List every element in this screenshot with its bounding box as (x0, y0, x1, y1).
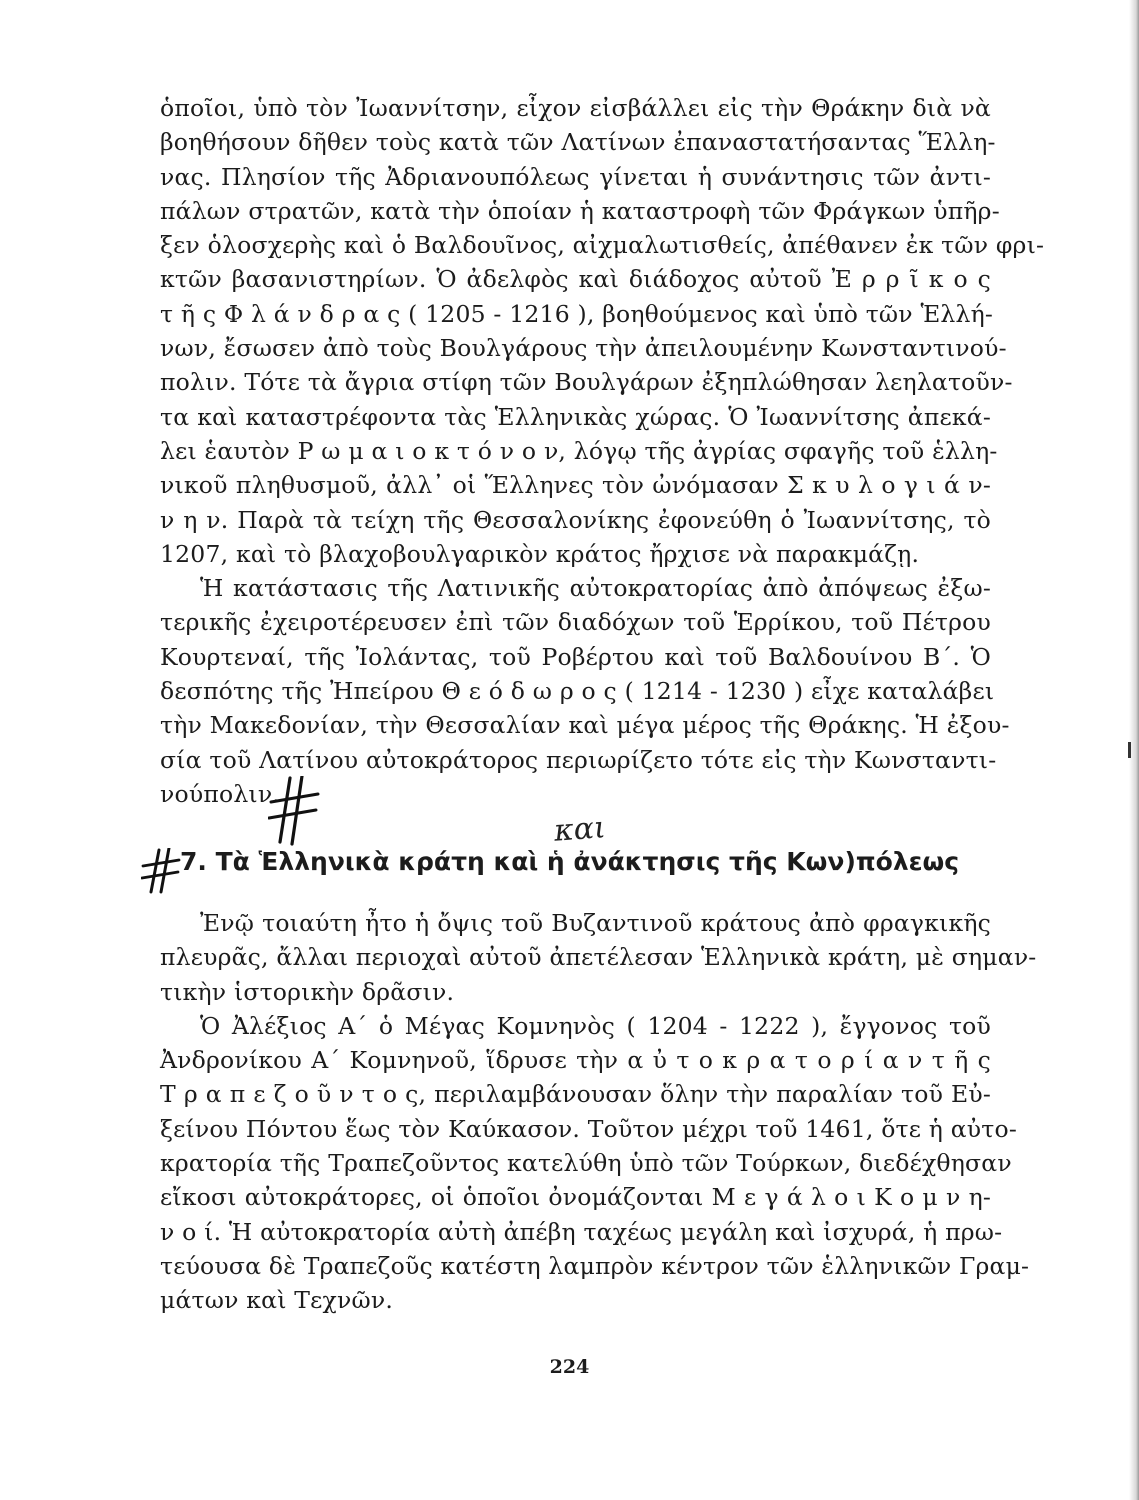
text-line: βοηθήσουν δῆθεν τοὺς κατὰ τῶν Λατίνων ἐπαναστατήσαντας Ἕλλη- (160, 128, 996, 157)
text-line: πλευρᾶς, ἄλλαι περιοχαὶ αὐτοῦ ἀπετέλεσαν Ἑλληνικὰ κράτη, μὲ σημαν- (160, 943, 1037, 972)
text-line: Ἀνδρονίκου Α΄ Κομνηνοῦ, ἵδρυσε τὴν α ὐ τ ο κ ρ α τ ο ρ ί α ν τ ῆ ς (160, 1046, 991, 1075)
text-line: τὴν Μακεδονίαν, τὴν Θεσσαλίαν καὶ μέγα μέρος τῆς Θράκης. Ἡ ἐξου- (160, 711, 1010, 740)
page-number: 224 (549, 1356, 590, 1378)
text-line: νικοῦ πληθυσμοῦ, ἀλλ᾽ οἱ Ἕλληνες τὸν ὠνόμασαν Σ κ υ λ ο γ ι ά ν- (160, 471, 991, 500)
text-line: δεσπότης τῆς Ἠπείρου Θ ε ό δ ω ρ ο ς ( 1214 - 1230 ) εἶχε καταλάβει (160, 677, 995, 706)
section-heading: 7. Τὰ Ἑλληνικὰ κράτη καὶ ἡ ἀνάκτησις τῆς Κων)πόλεως (180, 847, 960, 876)
text-line: 1207, καὶ τὸ βλαχοβουλγαρικὸν κράτος ἤρχισε νὰ παρακμάζῃ. (160, 539, 920, 568)
text-line: τ ῆ ς Φ λ ά ν δ ρ α ς ( 1205 - 1216 ), βοηθούμενος καὶ ὑπὸ τῶν Ἑλλή- (160, 299, 994, 328)
text-line: κτῶν βασανιστηρίων. Ὁ ἀδελφὸς καὶ διάδοχος αὐτοῦ Ἐ ρ ρ ῖ κ ο ς (160, 265, 991, 294)
text-line: νούπολιν. (160, 779, 280, 808)
text-line: ὁποῖοι, ὑπὸ τὸν Ἰωαννίτσην, εἶχον εἰσβάλλει εἰς τὴν Θράκην διὰ νὰ (160, 94, 991, 122)
text-line: ξεν ὁλοσχερὴς καὶ ὁ Βαλδουῖνος, αἰχμαλωτισθείς, ἀπέθανεν ἐκ τῶν φρι- (160, 231, 1045, 260)
text-line: σία τοῦ Λατίνου αὐτοκράτορος περιωρίζετο τότε εἰς τὴν Κωνσταντι- (160, 745, 997, 774)
text-line: τα καὶ καταστρέφοντα τὰς Ἑλληνικὰς χώρας. Ὁ Ἰωαννίτσης ἀπεκά- (160, 402, 991, 431)
text-line: νων, ἔσωσεν ἀπὸ τοὺς Βουλγάρους τὴν ἀπειλουμένην Κωνσταντινού- (160, 334, 1007, 363)
text-line: εἴκοσι αὐτοκράτορες, οἱ ὁποῖοι ὀνομάζονται Μ ε γ ά λ ο ι Κ ο μ ν η- (160, 1183, 991, 1212)
text-line: τικὴν ἱστορικὴν δρᾶσιν. (160, 977, 455, 1006)
text-line: Ὁ Ἀλέξιος Α΄ ὁ Μέγας Κομνηνὸς ( 1204 - 1222 ), ἔγγονος τοῦ (200, 1011, 991, 1040)
text-line: Ἐνῷ τοιαύτη ἦτο ἡ ὄψις τοῦ Βυζαντινοῦ κράτους ἀπὸ φραγκικῆς (200, 909, 991, 937)
text-line: νας. Πλησίον τῆς Ἀδριανουπόλεως γίνεται ἡ συνάντησις τῶν ἀντι- (160, 162, 991, 191)
handwritten-insert-word: και (552, 810, 607, 849)
text-line: μάτων καὶ Τεχνῶν. (160, 1286, 393, 1315)
text-line: κρατορία τῆς Τραπεζοῦντος κατελύθη ὑπὸ τῶν Τούρκων, διεδέχθησαν (160, 1149, 1012, 1178)
text-line: Τ ρ α π ε ζ ο ῦ ν τ ο ς, περιλαμβάνουσαν ὅλην τὴν παραλίαν τοῦ Εὐ- (160, 1080, 991, 1109)
lower-text (160, 906, 1037, 1318)
text-line: ξείνου Πόντου ἕως τὸν Καύκασον. Τοῦτον μέχρι τοῦ 1461, ὅτε ἡ αὐτο- (160, 1114, 1017, 1143)
handwritten-hash-mark (268, 776, 320, 846)
margin-mark (1128, 742, 1131, 758)
text-line: ν ο ί. Ἡ αὐτοκρατορία αὐτὴ ἀπέβη ταχέως μεγάλη καὶ ἰσχυρά, ἡ πρω- (160, 1217, 1003, 1246)
text-line: πάλων στρατῶν, κατὰ τὴν ὁποίαν ἡ καταστροφὴ τῶν Φράγκων ὑπῆρ- (160, 196, 1000, 225)
text-line: Ἡ κατάστασις τῆς Λατινικῆς αὐτοκρατορίας ἀπὸ ἀπόψεως ἐξω- (200, 574, 991, 603)
text-line: λει ἑαυτὸν Ρ ω μ α ι ο κ τ ό ν ο ν, λόγῳ τῆς ἀγρίας σφαγῆς τοῦ ἑλλη- (160, 436, 998, 465)
text-line: τερικῆς ἐχειροτέρευσεν ἐπὶ τῶν διαδόχων τοῦ Ἑρρίκου, τοῦ Πέτρου (160, 608, 991, 637)
text-line: Κουρτεναί, τῆς Ἰολάντας, τοῦ Ροβέρτου καὶ τοῦ Βαλδουίνου Β΄. Ὁ (160, 642, 991, 671)
text-line: ν η ν. Παρὰ τὰ τείχη τῆς Θεσσαλονίκης ἐφονεύθη ὁ Ἰωαννίτσης, τὸ (160, 505, 991, 534)
handwritten-hash-mark (141, 848, 181, 894)
text-line: τεύουσα δὲ Τραπεζοῦς κατέστη λαμπρὸν κέντρον τῶν ἑλληνικῶν Γραμ- (160, 1251, 1030, 1280)
text-line: πολιν. Τότε τὰ ἄγρια στίφη τῶν Βουλγάρων ἐξηπλώθησαν λεηλατοῦν- (160, 368, 1013, 397)
upper-text (160, 91, 1045, 811)
